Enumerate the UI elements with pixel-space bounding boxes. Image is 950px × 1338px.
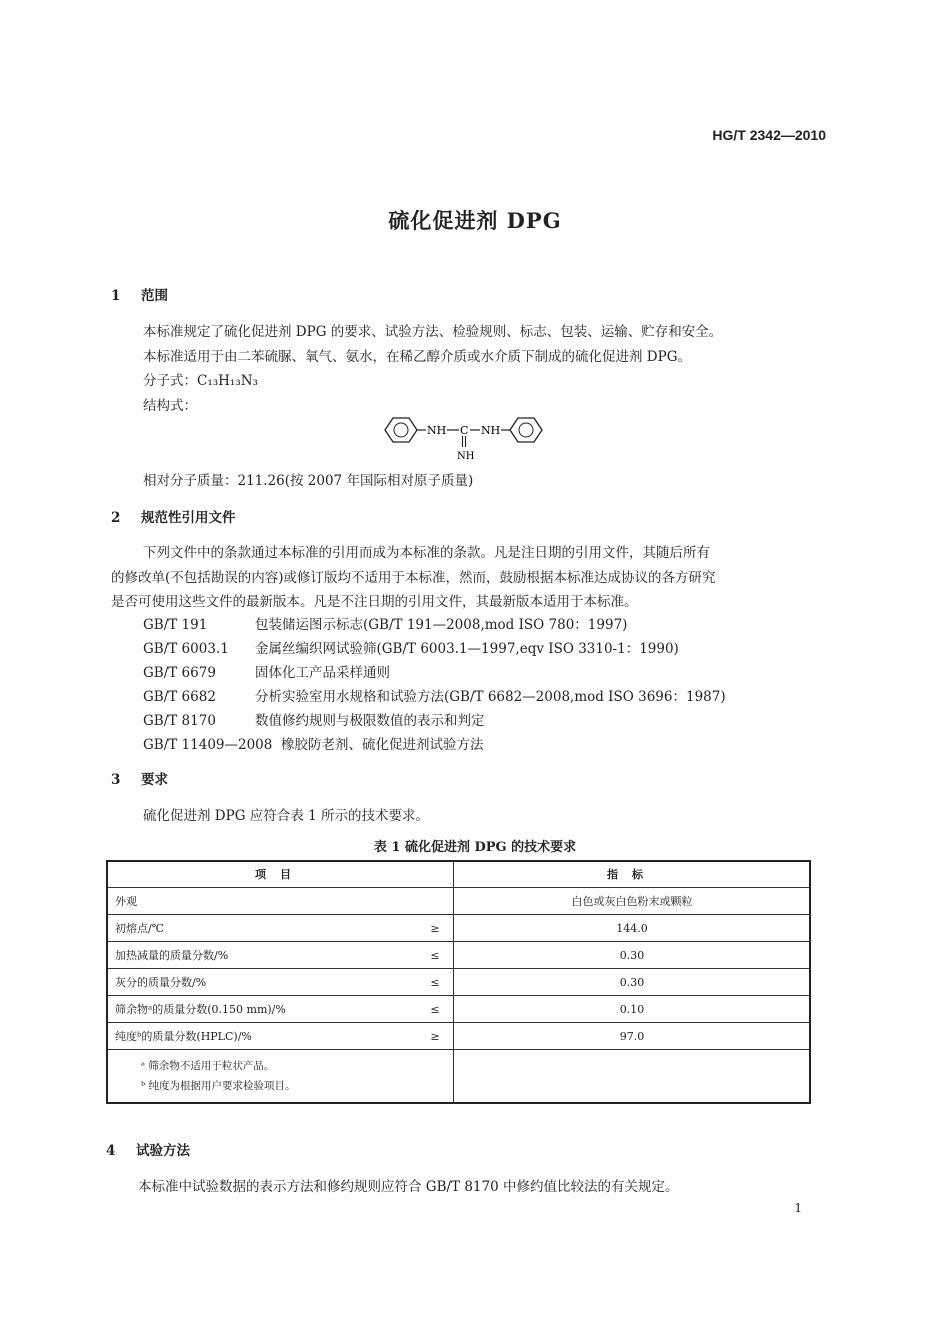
table-header-row <box>107 861 811 888</box>
nh-group-left: NH <box>427 424 447 437</box>
test-methods-text: 本标准中试验数据的表示方法和修约规则应符合 GB/T 8170 中修约值比较法的有关规定。 <box>138 1179 679 1195</box>
row-value: 97.0 <box>454 1023 811 1050</box>
table-row <box>107 888 811 915</box>
reference-title: 分析实验室用水规格和试验方法(GB/T 6682—2008,mod ISO 3696：1987) <box>255 689 726 705</box>
table-row <box>107 996 811 1023</box>
references-intro-line-2: 的修改单(不包括勘误的内容)或修订版均不适用于本标准，然而，鼓励根据本标准达成协议的各方研究 <box>111 570 716 586</box>
section-2-heading <box>111 506 236 526</box>
section-number: 4 <box>106 1143 116 1159</box>
references-intro-line-3: 是否可使用这些文件的最新版本。凡是不注日期的引用文件，其最新版本适用于本标准。 <box>111 594 638 610</box>
header-value: 指标 <box>454 861 811 888</box>
formula-label: 分子式： <box>143 373 197 389</box>
table-note: ᵇ 纯度为根据用户要求检验项目。 <box>141 1080 296 1092</box>
reference-item <box>143 733 484 753</box>
header-item: 项目 <box>107 861 454 888</box>
section-title: 规范性引用文件 <box>141 510 236 526</box>
reference-code: GB/T 191 <box>143 617 208 633</box>
benzene-ring-right <box>510 418 542 442</box>
molar-mass: 相对分子质量：211.26(按 2007 年国际相对原子质量) <box>143 473 474 489</box>
molecular-formula <box>143 369 258 389</box>
table-caption: 表 1 硫化促进剂 DPG 的技术要求 <box>373 840 577 855</box>
carbon-atom: C <box>460 424 469 437</box>
reference-item <box>143 637 679 657</box>
row-comparator: ≤ <box>417 969 454 996</box>
table-row <box>107 942 811 969</box>
row-item: 筛余物ᵃ的质量分数(0.150 mm)/% <box>107 996 418 1023</box>
table-row <box>107 915 811 942</box>
requirements-text: 硫化促进剂 DPG 应符合表 1 所示的技术要求。 <box>143 808 429 824</box>
reference-title: 包装储运图示标志(GB/T 191—2008,mod ISO 780：1997) <box>255 617 628 633</box>
table-row <box>107 1023 811 1050</box>
requirements-table <box>106 860 811 1103</box>
ring-circle-right <box>519 423 533 437</box>
table-notes <box>107 1050 454 1103</box>
row-value: 0.30 <box>454 942 811 969</box>
section-title: 试验方法 <box>136 1143 190 1159</box>
reference-item <box>143 685 726 705</box>
imine-group: NH <box>457 451 475 462</box>
references-intro-line-1: 下列文件中的条款通过本标准的引用而成为本标准的条款。凡是注日期的引用文件，其随后所有 <box>143 545 710 561</box>
section-title: 范围 <box>141 288 168 304</box>
benzene-ring-left <box>385 418 417 442</box>
section-number: 1 <box>111 288 121 304</box>
reference-title: 金属丝编织网试验筛(GB/T 6003.1—1997,eqv ISO 3310-1：1990) <box>255 641 679 657</box>
reference-title: 数值修约规则与极限数值的表示和判定 <box>255 713 485 729</box>
reference-item <box>143 661 390 681</box>
page-number: 1 <box>794 1201 802 1215</box>
row-comparator: ≤ <box>417 942 454 969</box>
row-value: 144.0 <box>454 915 811 942</box>
reference-code: GB/T 11409—2008 <box>143 737 273 753</box>
section-1-heading <box>111 284 168 304</box>
reference-item <box>143 709 485 729</box>
nh-group-right: NH <box>481 424 501 437</box>
standard-code: HG/T 2342—2010 <box>712 127 826 143</box>
reference-code: GB/T 6682 <box>143 689 216 705</box>
reference-item <box>143 613 627 633</box>
row-value: 0.10 <box>454 996 811 1023</box>
formula-value: C₁₃H₁₃N₃ <box>197 373 258 389</box>
reference-code: GB/T 6679 <box>143 665 216 681</box>
row-item: 灰分的质量分数/% <box>107 969 418 996</box>
section-4-heading <box>106 1139 190 1159</box>
ring-circle-left <box>394 423 408 437</box>
table-note: ᵃ 筛余物不适用于粒状产品。 <box>141 1060 275 1072</box>
reference-title: 固体化工产品采样通则 <box>255 665 390 681</box>
row-value: 0.30 <box>454 969 811 996</box>
row-item: 初熔点/℃ <box>107 915 418 942</box>
row-item: 加热减量的质量分数/% <box>107 942 418 969</box>
table-row <box>107 969 811 996</box>
reference-title: 橡胶防老剂、硫化促进剂试验方法 <box>281 737 484 753</box>
structure-label: 结构式： <box>143 398 197 414</box>
row-comparator: ≥ <box>417 1023 454 1050</box>
reference-code: GB/T 8170 <box>143 713 216 729</box>
notes-empty-cell <box>454 1050 811 1103</box>
section-title: 要求 <box>141 772 168 788</box>
scope-paragraph-1: 本标准规定了硫化促进剂 DPG 的要求、试验方法、检验规则、标志、包装、运输、贮存和安全。 <box>143 324 723 340</box>
document-title: 硫化促进剂 DPG <box>388 208 562 233</box>
section-number: 2 <box>111 510 121 526</box>
row-item: 外观 <box>107 888 454 915</box>
row-comparator: ≥ <box>417 915 454 942</box>
reference-code: GB/T 6003.1 <box>143 641 229 657</box>
table-notes-row <box>107 1050 811 1103</box>
row-comparator: ≤ <box>417 996 454 1023</box>
row-value: 白色或灰白色粉末或颗粒 <box>454 888 811 915</box>
scope-paragraph-2: 本标准适用于由二苯硫脲、氧气、氨水，在稀乙醇介质或水介质下制成的硫化促进剂 DPG。 <box>143 349 691 365</box>
section-number: 3 <box>111 772 121 788</box>
row-item: 纯度ᵇ的质量分数(HPLC)/% <box>107 1023 418 1050</box>
structural-formula <box>380 413 550 463</box>
section-3-heading <box>111 768 168 788</box>
